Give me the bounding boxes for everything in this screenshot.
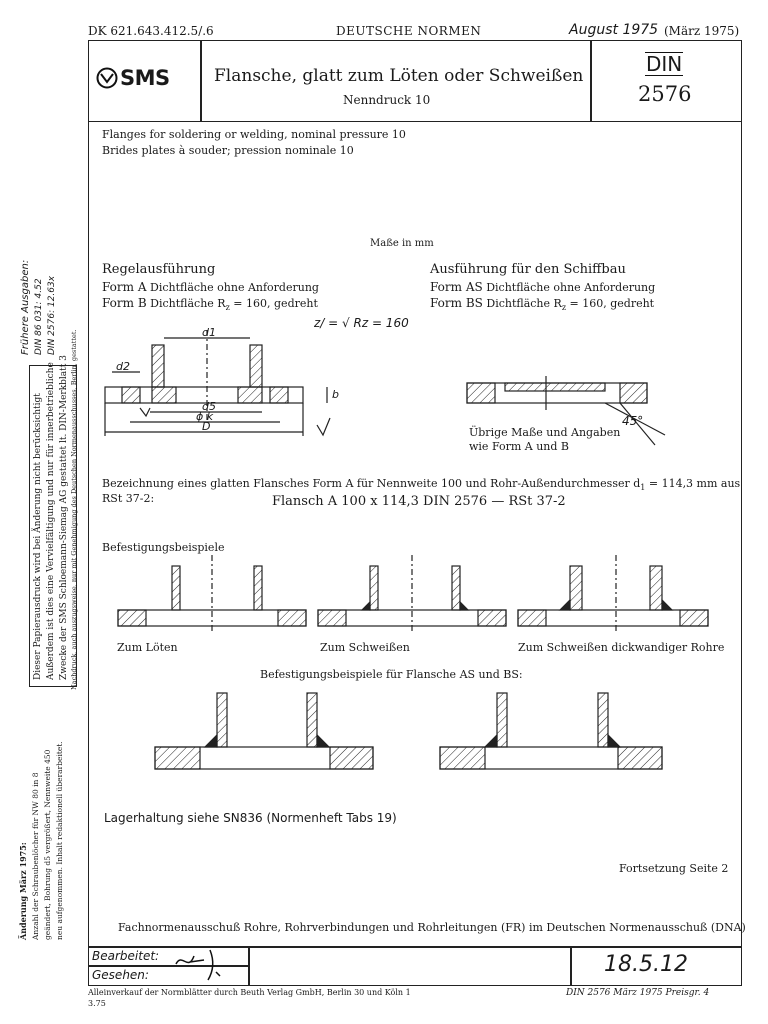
caption-welding: Zum Schweißen [320, 641, 410, 654]
notice-line-1: Dieser Papierausdruck wird bei Änderung nicht berücksichtigt [33, 393, 43, 680]
form-bs-label: Form BS [430, 296, 483, 310]
form-b-label: Form B [102, 296, 147, 310]
fastening-heading-ship: Befestigungsbeispiele für Flansche AS und BS: [260, 668, 523, 681]
change-title: Änderung März 1975: [18, 842, 28, 940]
earlier-edition-2: DIN 2576: 12.63x [47, 275, 57, 355]
footer-code: 3.75 [88, 999, 106, 1008]
page-title: Flansche, glatt zum Löten oder Schweißen [214, 66, 584, 86]
form-b-desc: Dichtfläche R [150, 297, 226, 310]
date-printed: (März 1975) [664, 24, 740, 38]
label-d2: d2 [116, 360, 130, 373]
date-handwritten: August 1975 [569, 22, 659, 38]
form-bs-tail: = 160, gedreht [566, 297, 655, 310]
dk-number: DK 621.643.412.5/.6 [88, 24, 214, 38]
other-dims-line1: Übrige Maße und Angaben [469, 426, 621, 439]
earlier-edition-1: DIN 86 031: 4.52 [34, 278, 44, 355]
change-line-2: geändert, Bohrung d5 vergrößert, Nennweite 450 [43, 749, 52, 940]
logo-text: SMS [120, 66, 170, 90]
notice-line-3: Zwecke der SMS Schloemann-Siemag AG gestattet lt. DIN-Merkblatt 3 [59, 355, 69, 680]
form-b-tail: = 160, gedreht [229, 297, 318, 310]
din-number: 2576 [638, 82, 692, 106]
form-bs-desc: Dichtfläche R [486, 297, 562, 310]
designation-tail: = 114,3 mm aus [645, 477, 741, 490]
copyright-note: Nachdruck, auch auszugsweise, nur mit Genehmigung des Deutschen Normenausschusses, Berlin, gestattet. [70, 329, 78, 690]
label-d5: d5 [202, 400, 216, 413]
label-d1: d1 [202, 326, 216, 339]
caption-welding-thick: Zum Schweißen dickwandiger Rohre [518, 641, 725, 654]
signature-icon [170, 946, 230, 986]
footer-right: DIN 2576 März 1975 Preisgr. 4 [566, 988, 710, 998]
form-a-label: Form A [102, 280, 147, 294]
sms-logo [96, 66, 196, 94]
form-a-desc: Dichtfläche ohne Anforderung [150, 281, 319, 294]
header-divider [200, 40, 202, 122]
label-k: ϕ k [196, 410, 214, 423]
publisher: DEUTSCHE NORMEN [336, 24, 482, 38]
committee-note: Fachnormenausschuß Rohre, Rohrverbindungen und Rohrleitungen (FR) im Deutschen Normenausschuß (DNA) [118, 921, 746, 934]
designation-material: RSt 37-2: [102, 492, 155, 505]
stamp-number: 18.5.12 [604, 952, 688, 977]
footer-sales: Alleinverkauf der Normblätter durch Beuth Verlag GmbH, Berlin 30 und Köln 1 [88, 988, 411, 997]
logo-emblem-icon [96, 67, 120, 91]
other-dims-line2: wie Form A und B [469, 440, 570, 453]
label-angle: 45° [622, 414, 644, 428]
caption-soldering: Zum Löten [117, 641, 178, 654]
dimensions-note: Maße in mm [370, 238, 434, 249]
regular-heading: Regelausführung [102, 262, 216, 277]
ship-heading: Ausführung für den Schiffbau [430, 262, 626, 277]
designation-formula: Flansch A 100 x 114,3 DIN 2576 — RSt 37-2 [272, 494, 566, 509]
seen-label: Gesehen: [92, 968, 149, 982]
form-as-label: Form AS [430, 280, 483, 294]
change-line-1: Anzahl der Schraubenlöcher für NW 80 in 8 [31, 772, 40, 940]
approval-divider [570, 946, 572, 986]
form-as-desc: Dichtfläche ohne Anforderung [486, 281, 656, 294]
page-frame [88, 40, 742, 986]
label-D: D [202, 420, 211, 433]
earlier-editions-title: Frühere Ausgaben: [20, 259, 31, 355]
continuation-note: Fortsetzung Seite 2 [619, 862, 729, 875]
storage-note: Lagerhaltung siehe SN836 (Normenheft Tabs 19) [104, 811, 397, 825]
french-title: Brides plates à souder; pression nominale 10 [102, 144, 354, 157]
page-subtitle: Nenndruck 10 [343, 93, 431, 107]
header-divider [590, 40, 592, 122]
designation-text: Bezeichnung eines glatten Flansches Form A für Nennweite 100 und Rohr-Außendurchmesser d [102, 477, 641, 490]
notice-line-2: Außerdem ist dies eine Vervielfältigung und nur für innerbetriebliche [46, 362, 56, 680]
label-b: b [332, 388, 339, 401]
din-label: DIN [646, 52, 683, 76]
roughness-symbol: z/ = √ Rz = 160 [314, 316, 409, 330]
processed-label: Bearbeitet: [92, 949, 160, 963]
fastening-heading: Befestigungsbeispiele [102, 541, 225, 554]
approval-divider [248, 946, 250, 986]
change-line-3: neu aufgenommen. Inhalt redaktionell überarbeitet. [55, 741, 64, 940]
english-title: Flanges for soldering or welding, nominal pressure 10 [102, 128, 406, 141]
